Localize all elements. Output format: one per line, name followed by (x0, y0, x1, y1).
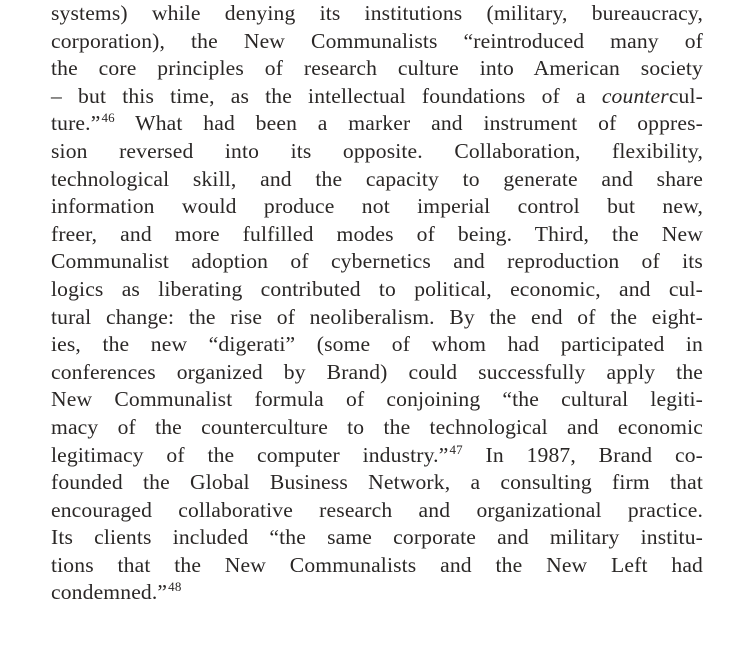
text-line (51, 442, 703, 470)
text-segment: What had been a marker and instrument of oppres- (114, 111, 703, 136)
text-line (51, 83, 703, 111)
text-line: tural change: the rise of neoliberalism. By the end of the eight- (51, 304, 703, 329)
text-line: sion reversed into its opposite. Collaboration, flexibility, (51, 138, 703, 163)
text-segment: condemned.” (51, 580, 168, 605)
text-line: systems) while denying its institutions (military, bureaucracy, (51, 1, 703, 25)
text-line: tions that the New Communalists and the New Left had (51, 552, 703, 577)
text-line: founded the Global Business Network, a consulting firm that (51, 470, 703, 495)
footnote-marker: 48 (168, 579, 182, 595)
text-line: Communalist adoption of cybernetics and reproduction of its (51, 249, 703, 274)
text-line: conferences organized by Brand) could successfully apply the (51, 359, 703, 384)
text-line: freer, and more fulfilled modes of being. Third, the New (51, 221, 703, 246)
text-line (51, 579, 703, 607)
text-line: New Communalist formula of conjoining “the cultural legiti- (51, 387, 703, 412)
italic-text: counter (601, 83, 669, 108)
text-line: macy of the counterculture to the technological and economic (51, 414, 703, 439)
text-segment: In 1987, Brand co- (462, 442, 703, 467)
text-segment: – but this time, as the intellectual foundations of a (51, 83, 602, 108)
text-line (51, 110, 703, 138)
text-line: corporation), the New Communalists “reintroduced many of (51, 28, 703, 53)
text-line: ies, the new “digerati” (some of whom had participated in (51, 332, 703, 357)
text-line: logics as liberating contributed to political, economic, and cul- (51, 276, 703, 301)
text-line: the core principles of research culture into American society (51, 56, 703, 81)
book-page-text (51, 0, 703, 607)
text-line: technological skill, and the capacity to generate and share (51, 166, 703, 191)
text-segment: ture.” (51, 111, 101, 136)
text-line: encouraged collaborative research and organizational practice. (51, 497, 703, 522)
text-line: information would produce not imperial control but new, (51, 194, 703, 219)
footnote-marker: 47 (449, 441, 463, 457)
text-line: Its clients included “the same corporate and military institu- (51, 525, 703, 550)
text-segment: legitimacy of the computer industry.” (51, 442, 449, 467)
footnote-marker: 46 (101, 110, 115, 126)
text-segment: cul- (668, 83, 703, 108)
